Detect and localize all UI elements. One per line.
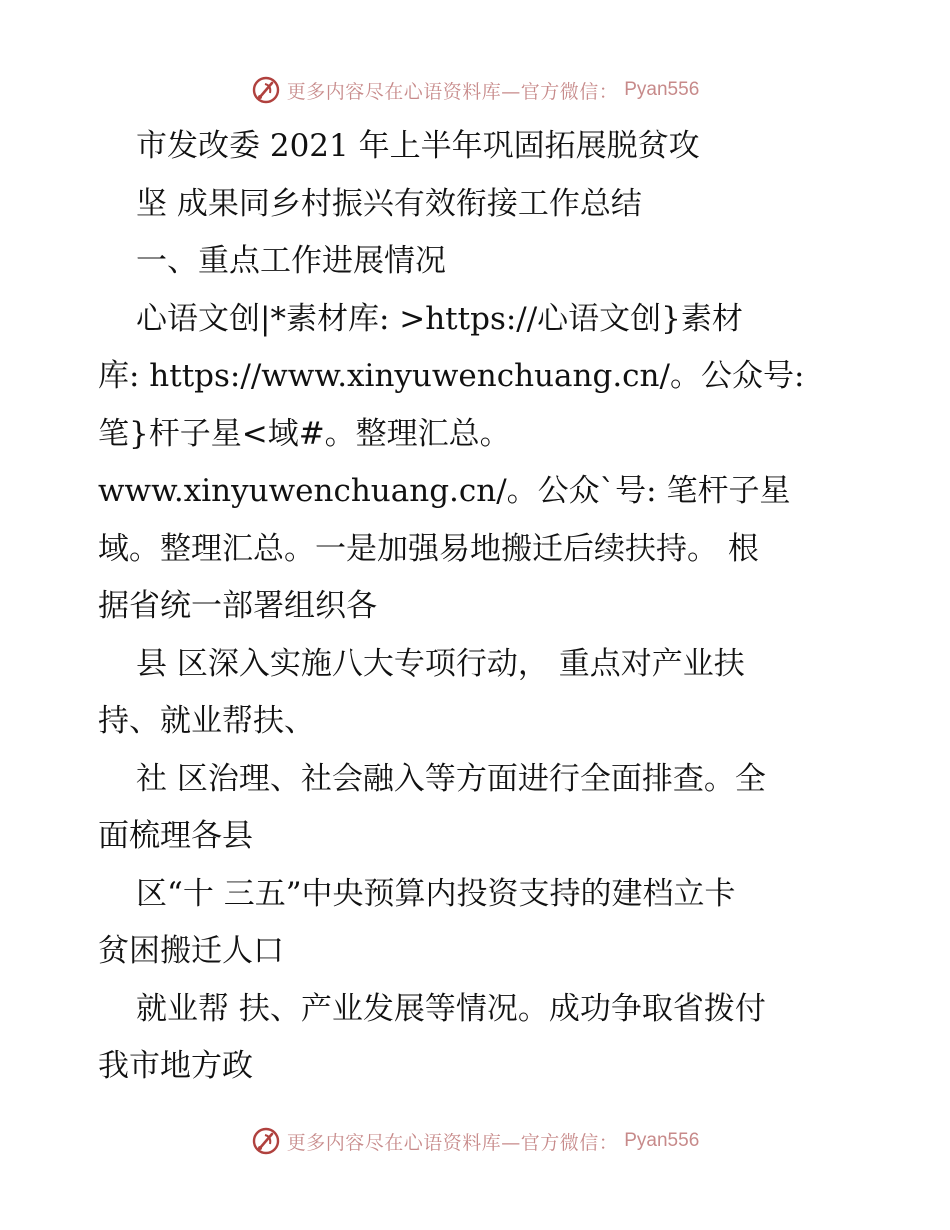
banner-wechat-id: Pyan556 (624, 1130, 700, 1151)
text-line: 笔}杆子星<域#。整理汇总。 (98, 415, 511, 452)
quill-seal-logo-icon (251, 75, 281, 105)
text-line: 库: https://www.xinyuwenchuang.cn/。公众号: (98, 358, 805, 394)
text-line: 社 区治理、社会融入等方面进行全面排查。全 (136, 760, 766, 797)
section-heading: 一、重点工作进展情况 (136, 243, 446, 279)
text-line: www.xinyuwenchuang.cn/。公众`号: 笔杆子星 (98, 473, 791, 509)
text-line: 贫困搬迁人口 (98, 933, 284, 969)
document-body (98, 118, 843, 1096)
title-line-1: 市发改委 2021 年上半年巩固拓展脱贫攻 (136, 128, 700, 164)
banner-text: 更多内容尽在心语资料库—官方微信： (286, 80, 619, 103)
text-line: 区“十 三五”中央预算内投资支持的建档立卡 (136, 875, 736, 912)
banner-wechat-id: Pyan556 (624, 79, 700, 100)
watermark-banner-top (0, 70, 950, 110)
text-line: 就业帮 扶、产业发展等情况。成功争取省拨付 (136, 990, 766, 1027)
quill-seal-logo-icon (251, 1126, 281, 1156)
text-line: 县 区深入实施八大专项行动， 重点对产业扶 (136, 645, 745, 682)
text-line: 据省统一部署组织各 (98, 588, 377, 624)
watermark-banner-bottom (0, 1121, 950, 1161)
text-line: 我市地方政 (98, 1048, 253, 1084)
text-line: 心语文创|*素材库: >https://心语文创}素材 (136, 300, 743, 337)
banner-text: 更多内容尽在心语资料库—官方微信： (286, 1131, 619, 1154)
title-line-2: 坚 成果同乡村振兴有效衔接工作总结 (136, 185, 642, 222)
text-line: 域。整理汇总。一是加强易地搬迁后续扶持。 根 (98, 530, 759, 567)
text-line: 持、就业帮扶、 (98, 703, 315, 739)
text-line: 面梳理各县 (98, 818, 253, 854)
